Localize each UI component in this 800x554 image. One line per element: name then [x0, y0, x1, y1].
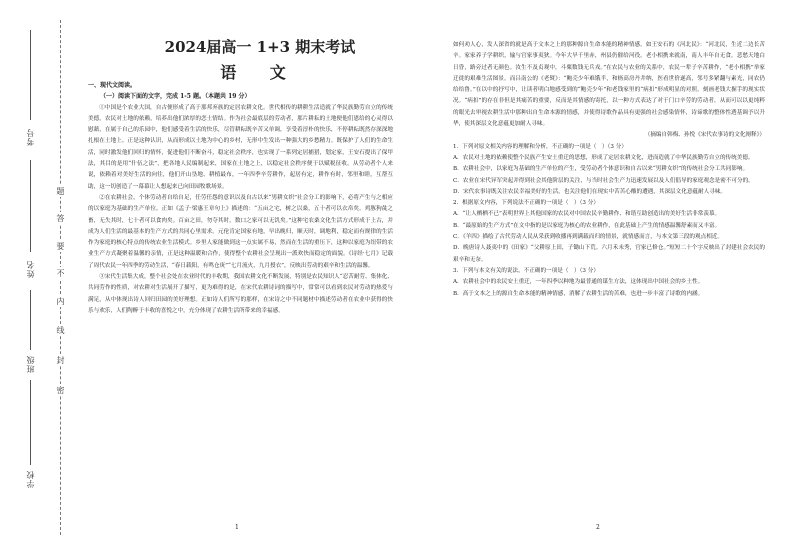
q2-option-c: C．《羊四》描绘了古代劳动人民从采获到收播再到满载而归的情景，就情感而言，与本文第三段的观点相近。 — [453, 234, 723, 241]
paragraph-1: ①中国是个农业大国，自古便形成了高于那邦弃族的定居农耕文化。世代相传的耕耕生活造就了华民族勤劳自立的传统美德。农民对土地的依赖，培养出他们浓厚的恋土情结。作为社会最底层的劳动者，那片耕耘的土地便他们恩给的心灵得以慰藉，在属于自己的乐园中，他们感受着生活的快乐，尽管耕耘既辛苦又单调，享受着淳朴的快乐，不停耕耘既然存深深地扎根在土地上。正是这种认识，从而形成以土地为中心的乡村，无形中生发出一种强大的乡愁精力。既保护了人们的生命生活，同时激发他们回归的情怀，促进他们不断奋斗，稳定社会秩序，也实现了一系列定居捕猎，划定家，王安石提出了保甲法，其目的是用“什伍之法”，把各地人民编制起来，国家在土地之上，以稳定社会秩序便于以赋税征收。从劳动者个人来说，依赖着对美好生活的向往，他们开山垦地、耕植最布，一年四季辛劳耕作，起居有定，耕作有时，邻里和睦，互帮互助，这一切创造了一幕幕让人想起来已向田园牧歌场景。 — [88, 104, 393, 190]
q3-option-a: A．农耕社会中的农民安土重迁，一年四季以种地为最普通的谋生方法，这体现出中国社会的乡土性。 — [453, 279, 704, 286]
q2-option-d: D．晚唐诗人聂夷中的《田家》“父耕原上田，子锄山下荒。六月禾未秀，官家已修仓。”短短二十个字反映出了封建社会农民的艰辛和无奈。 — [453, 245, 765, 263]
source-citation: （摘编自韩梅、孙悦《宋代农事诗的文化阐释》） — [644, 132, 765, 139]
name-label: 姓名 — [26, 260, 35, 278]
left-column — [88, 80, 393, 317]
subsection-heading: （一）阅读下面的文字，完成 1-5 题。（本题共 19 分） — [100, 93, 251, 101]
right-column — [453, 40, 765, 300]
section-heading: 一、现代文阅读。 — [88, 82, 137, 89]
class-label: 班级 — [26, 355, 35, 373]
binding-margin — [0, 0, 78, 554]
school-label: 学校 — [26, 470, 35, 488]
seal-word-8: 密 — [56, 386, 65, 394]
q1-option-b: B．农耕社会中，以家庭为基础的生产单位的产生，受劳动者个体意识和自古以来“男耕女织”的传统社会分工共同影响。 — [453, 166, 749, 173]
page-number-2: 2 — [596, 524, 600, 531]
seal-word-4: 不 — [56, 269, 65, 277]
seal-word-7: 封 — [56, 356, 65, 364]
exam-number-label: 考号 — [26, 128, 35, 146]
q1-option-c: C．农业在宋代异军突起并得到社会其他阶层的关注，与当时社会生产力迅速发展以及人们倡导的家庭观念是密不可分的。 — [453, 177, 754, 184]
q3-option-b: B．高于文本之上的源自生命本能的精神情感，消解了农耕生活的苦难，也进一步丰富了诗歌的内涵。 — [453, 290, 704, 297]
seal-word-5: 内 — [56, 297, 65, 305]
exam-number-line — [30, 30, 31, 120]
name-line — [30, 160, 31, 252]
school-line — [30, 380, 31, 465]
paragraph-2: ②在农耕社会，个体劳动者自给自足，任劳任怨的意识以及自古以来“男耕女织”社会分工的影响下，必将产生与之相应的以家庭为基础的生产单位。正如《孟子·梁惠王章句上》描述的：“五亩之宅，树之以桑，五十者可以衣帛矣。鸡豚狗彘之畜，无失其时，七十者可以食肉矣。百亩之田，勿夺其时，数口之家可以无饥矣。”这种宅农桑文化生活方式形成于上古，并成为人们生活的最基本的生产方式的共同心里需求。元伦肯定国家有地，早出晚归，顺天时，调地利，稳定而有规律的生活作为家庭的核心特点的传统农业生活模式。乡里人家能做到这一点实属不易，然而在生活的重压下，这种以家庭为纽带的农业生产方式凝聚着温馨的亲情，正是这种温暖和合作，使得整个农耕社会呈现出一派欢快而稳定的面貌。《诗经·七月》记载了周代农民一年四季的劳动生活，“春日载阳，有鸣仓庚”“七月流火，九月授衣”，反映出劳动的艰辛和生活的温馨。 — [88, 194, 393, 269]
paragraph-3: ③宋代生活集大成，整个社会处在农业时代的丰收期，我国农耕文化不断发展，特别是农民知识人“忍苦耐劳、集体化、共同劳作的性质，对农耕对生活展开了描写，更为难得的是，在宋代农耕诗词的描写中，常常可以看到农民对劳动的热爱与满足，从中体现出诗人回归田园的美好理想。正如诗人们所写的那样，在宋诗之中不同题材中描述劳动者在农业中获得的快乐与欢乐，人们陶醉于丰收的喜悦之中，充分体现了农耕生活所带来的幸福感。 — [88, 274, 393, 314]
class-line — [30, 290, 31, 350]
paragraph-4: 如何劝人心，发人深省的就是高于文本之上的那种源自生命本能的精神情感。如王安石的《河北民》：“河北民，生近二边长苦辛。家家养子学耕织，输与官家事夷狄。今年大旱千里赤，州县仍催给河役。老小相携来就南，南人丰年自无食。悲愁天地白日昏，路旁过者无颜色。汝生不及贞观中，斗粟数钱无兵戎。”在农民与农业的关系中，农民一辈子辛苦耕作，“老小相携”举家迁徙的艰难生活图景。而吕南公的《老熨》：“鲍壳少年难饿半，和枥高房丹井纳，医看世价遂高，邻号多紧翻与素光，同农仍给给鲁。”在以中的抒写中，让读者明白地感受到的“鲍壳少年”和老钱家里的“病扣”形成明显的对照，刻画老钱大握手的现实状况。“病扣”的存在非但是其痛苦的重要，反而是其情感的寄托，以一种方式表达了对于门口辛劳的劳动者，从而可以以更纯粹的眼光去审视农耕生活中那种出自生命本源的情感，并使得诗歌作品具有更强的社会感染情怀，诗谛歌的整体性透基调予以升华，使其深层文化意蕴更加耐人寻味。 — [453, 42, 765, 128]
seal-word-1: 题 — [56, 187, 65, 195]
q1-option-d: D．宋代农事诗既关注农民幸福美好的生活，也关注他们在现实中苦苦心酸的遭遇，其深层文化意蕴耐人寻味。 — [453, 188, 726, 195]
question-2: 2．根据原文内容，下列说法不正确的一项是（ ）（3 分） — [453, 200, 599, 207]
page-number-1: 1 — [235, 524, 239, 531]
question-1: 1．下列对原文相关内容的理解和分析，不正确的一项是（ ）（3 分） — [453, 143, 627, 150]
seal-word-3: 要 — [56, 242, 65, 250]
seal-word-6: 线 — [56, 326, 65, 334]
exam-title: 2024届高一 1+3 期末考试 — [164, 38, 356, 56]
seal-word-2: 答 — [56, 214, 65, 222]
question-3: 3．下列与本文有关的说法，不正确的一项是（ ）（3 分） — [453, 267, 599, 274]
q1-option-a: A．农民对土地的依赖使整个民族产生安土重迁的思想，形成了定居农耕文化，进而造就了中华民族勤劳自立的传统美德。 — [453, 154, 754, 161]
q2-option-a: A．“让人栖栖不已”表明世界上其他国家的农民对中国农民辛勤耕作、和谐互助创造出的美好生活非常羡慕。 — [453, 211, 721, 218]
subject-title: 语 文 — [220, 63, 300, 82]
q2-option-b: B．“最原始的生产方式”在文中指的是以家庭为核心的农业耕作，在此基础上产生的情感温馨舒素而又丰富。 — [453, 222, 721, 229]
